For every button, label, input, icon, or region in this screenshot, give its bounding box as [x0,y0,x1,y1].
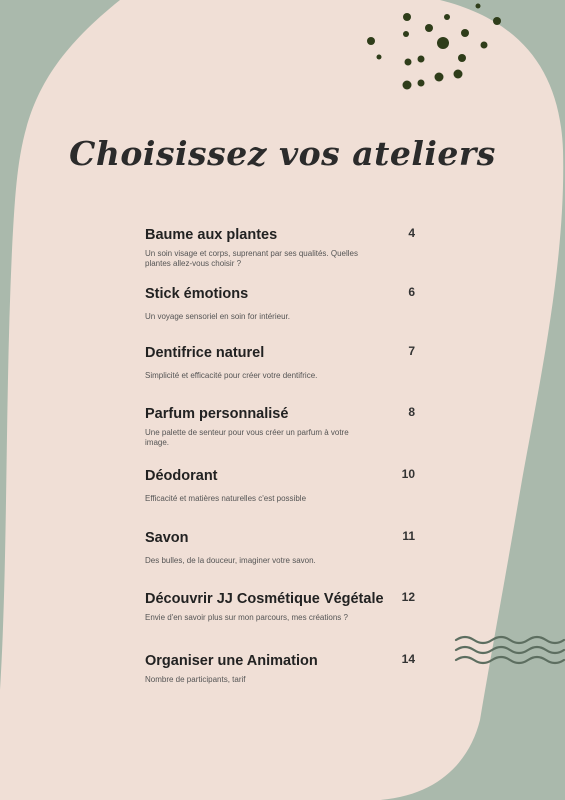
page-title: Choisissez vos ateliers [69,134,496,173]
toc-item-desc: Nombre de participants, tarif [145,675,246,684]
toc-item-title: Organiser une Animation [145,653,318,669]
toc-item-page: 4 [408,226,415,240]
toc-item[interactable] [145,226,415,268]
toc-item-page: 6 [408,285,415,299]
toc-item[interactable] [145,467,415,504]
toc-item-desc: Efficacité et matières naturelles c'est possible [145,494,307,503]
toc-item[interactable] [145,344,415,381]
toc-item-page: 7 [408,344,415,358]
toc-item[interactable] [145,285,415,322]
toc-item-desc: Des bulles, de la douceur, imaginer votre savon. [145,556,316,565]
toc-item-title: Stick émotions [145,286,249,302]
toc-item-title: Découvrir JJ Cosmétique Végétale [145,591,384,607]
toc-item-page: 14 [401,652,415,666]
toc-item-title: Dentifrice naturel [145,345,265,361]
toc-item-page: 12 [401,590,415,604]
toc-item[interactable] [145,652,415,685]
toc-item-title: Savon [145,530,189,546]
toc-item-desc: Un voyage sensoriel en soin for intérieur. [145,312,290,321]
toc-item-title: Parfum personnalisé [145,406,289,422]
toc-item-page: 11 [402,529,415,543]
toc-item-desc: Simplicité et efficacité pour créer votre dentifrice. [145,371,318,380]
toc-item-page: 10 [401,467,415,481]
toc-item-desc: Envie d'en savoir plus sur mon parcours, mes créations ? [145,613,348,622]
toc-item[interactable] [145,405,415,447]
toc-item-desc: Un soin visage et corps, suprenant par ses qualités. Quelles plantes allez-vous choisir ? [145,249,359,268]
toc-item[interactable] [145,590,415,623]
toc-item-page: 8 [408,405,415,419]
toc-item-title: Baume aux plantes [145,227,278,243]
toc-item-title: Déodorant [145,468,218,484]
toc-item[interactable] [145,529,415,566]
toc-item-desc: Une palette de senteur pour vous créer un parfum à votre image. [145,428,349,447]
